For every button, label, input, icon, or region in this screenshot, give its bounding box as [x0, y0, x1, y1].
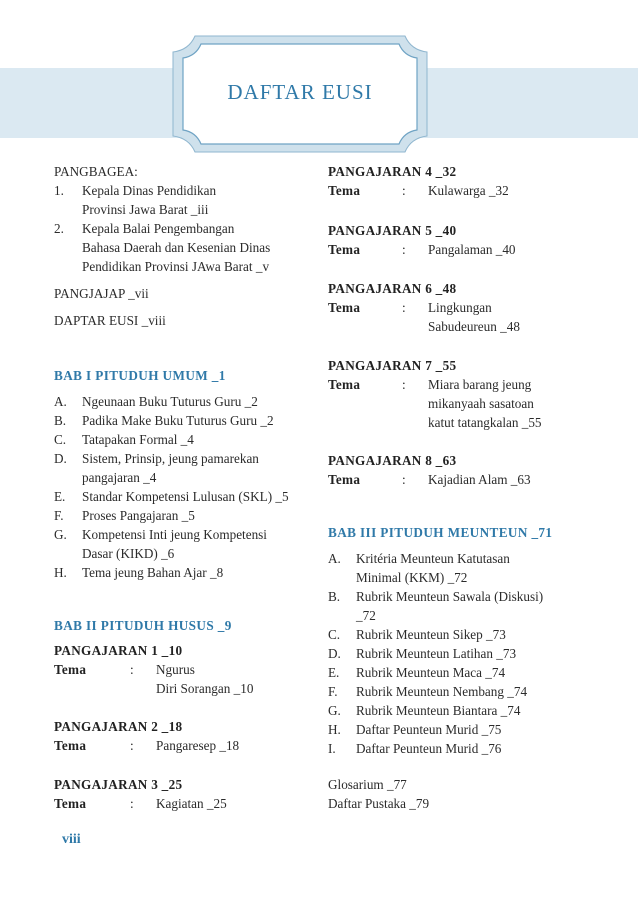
tema-label: Tema — [328, 183, 361, 198]
toc-item-number: D. — [328, 646, 341, 661]
toc-item-number: A. — [54, 394, 67, 409]
lesson-title: PANGAJARAN 4 _32 — [328, 164, 457, 179]
tema-value: Kajadian Alam _63 — [428, 472, 531, 487]
tema-colon: : — [130, 796, 134, 811]
toc-entry: PANGBAGEA: — [54, 164, 138, 179]
tema-label: Tema — [54, 662, 87, 677]
toc-item-number: F. — [328, 684, 338, 699]
toc-entry: _72 — [356, 608, 376, 623]
toc-entry: Kepala Balai Pengembangan — [82, 221, 235, 236]
toc-entry: Minimal (KKM) _72 — [356, 570, 468, 585]
toc-entry: Bahasa Daerah dan Kesenian Dinas — [82, 240, 271, 255]
tema-colon: : — [402, 472, 406, 487]
toc-entry: Rubrik Meunteun Sikep _73 — [356, 627, 506, 642]
toc-entry: Glosarium _77 — [328, 777, 407, 792]
tema-value: Kulawarga _32 — [428, 183, 509, 198]
toc-item-number: I. — [328, 741, 336, 756]
section-heading: BAB I PITUDUH UMUM _1 — [54, 368, 226, 383]
section-heading: BAB II PITUDUH HUSUS _9 — [54, 618, 232, 633]
toc-item-number: B. — [54, 413, 67, 428]
tema-label: Tema — [328, 472, 361, 487]
toc-item-number: A. — [328, 551, 341, 566]
toc-item-number: 2. — [54, 221, 64, 236]
toc-item-number: G. — [328, 703, 341, 718]
toc-entry: Rubrik Meunteun Latihan _73 — [356, 646, 517, 661]
section-heading: BAB III PITUDUH MEUNTEUN _71 — [328, 525, 553, 540]
tema-label: Tema — [328, 242, 361, 257]
toc-entry: DAPTAR EUSI _viii — [54, 313, 166, 328]
tema-value: mikanyaah sasatoan — [428, 396, 534, 411]
toc-entry: Proses Pangajaran _5 — [82, 508, 195, 523]
lesson-title: PANGAJARAN 3 _25 — [54, 777, 183, 792]
tema-value: Diri Sorangan _10 — [156, 681, 254, 696]
toc-entry: Pendidikan Provinsi JAwa Barat _v — [82, 259, 270, 274]
tema-colon: : — [130, 662, 134, 677]
tema-value: Pangaresep _18 — [156, 738, 240, 753]
toc-entry: Padika Make Buku Tuturus Guru _2 — [82, 413, 274, 428]
toc-entry: Rubrik Meunteun Biantara _74 — [356, 703, 521, 718]
toc-item-number: B. — [328, 589, 341, 604]
tema-value: Ngurus — [156, 662, 195, 677]
toc-entry: pangajaran _4 — [82, 470, 157, 485]
toc-entry: Kompetensi Inti jeung Kompetensi — [82, 527, 267, 542]
tema-label: Tema — [328, 377, 361, 392]
toc-entry: Rubrik Meunteun Sawala (Diskusi) — [356, 589, 544, 604]
toc-item-number: G. — [54, 527, 67, 542]
toc-item-number: C. — [328, 627, 341, 642]
toc-entry: Tema jeung Bahan Ajar _8 — [82, 565, 224, 580]
tema-value: Miara barang jeung — [428, 377, 532, 392]
tema-value: Kagiatan _25 — [156, 796, 227, 811]
lesson-title: PANGAJARAN 8 _63 — [328, 453, 457, 468]
lesson-title: PANGAJARAN 7 _55 — [328, 358, 457, 373]
lesson-title: PANGAJARAN 2 _18 — [54, 719, 183, 734]
lesson-title: PANGAJARAN 6 _48 — [328, 281, 457, 296]
tema-colon: : — [402, 300, 406, 315]
tema-colon: : — [402, 377, 406, 392]
tema-label: Tema — [54, 738, 87, 753]
toc-item-number: D. — [54, 451, 67, 466]
tema-value: katut tatangkalan _55 — [428, 415, 542, 430]
toc-item-number: F. — [54, 508, 64, 523]
tema-colon: : — [130, 738, 134, 753]
title-banner — [165, 28, 435, 160]
toc-entry: Provinsi Jawa Barat _iii — [82, 202, 209, 217]
toc-entry: Sistem, Prinsip, jeung pamarekan — [82, 451, 259, 466]
toc-item-number: H. — [54, 565, 67, 580]
toc-item-number: H. — [328, 722, 341, 737]
lesson-title: PANGAJARAN 1 _10 — [54, 643, 183, 658]
tema-value: Lingkungan — [428, 300, 492, 315]
page-title: DAFTAR EUSI — [227, 80, 373, 104]
tema-colon: : — [402, 242, 406, 257]
toc-entry: Kepala Dinas Pendidikan — [82, 183, 217, 198]
tema-value: Pangalaman _40 — [428, 242, 516, 257]
toc-entry: Rubrik Meunteun Maca _74 — [356, 665, 506, 680]
toc-entry: Standar Kompetensi Lulusan (SKL) _5 — [82, 489, 289, 504]
toc-entry: Dasar (KIKD) _6 — [82, 546, 175, 561]
toc-item-number: 1. — [54, 183, 64, 198]
toc-entry: Tatapakan Formal _4 — [82, 432, 194, 447]
tema-value: Sabudeureun _48 — [428, 319, 520, 334]
toc-item-number: E. — [54, 489, 66, 504]
tema-colon: : — [402, 183, 406, 198]
toc-entry: Daftar Peunteun Murid _76 — [356, 741, 502, 756]
toc-item-number: C. — [54, 432, 67, 447]
toc-item-number: E. — [328, 665, 340, 680]
toc-entry: Daftar Pustaka _79 — [328, 796, 430, 811]
toc-entry: Kritéria Meunteun Katutasan — [356, 551, 510, 566]
toc-entry: Ngeunaan Buku Tuturus Guru _2 — [82, 394, 258, 409]
page-number: viii — [62, 832, 81, 847]
tema-label: Tema — [54, 796, 87, 811]
toc-entry: Rubrik Meunteun Nembang _74 — [356, 684, 528, 699]
tema-label: Tema — [328, 300, 361, 315]
toc-entry: Daftar Peunteun Murid _75 — [356, 722, 502, 737]
lesson-title: PANGAJARAN 5 _40 — [328, 223, 457, 238]
toc-entry: PANGJAJAP _vii — [54, 286, 149, 301]
